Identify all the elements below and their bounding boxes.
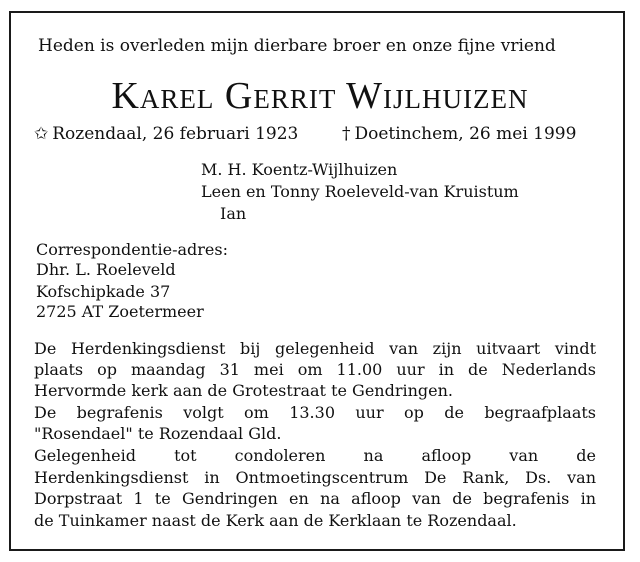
body-line: Hervormde kerk aan de Grotestraat te Gendringen.	[34, 381, 454, 400]
body-line: plaats op maandag 31 mei om 11.00 uur in de Nederlands	[34, 360, 596, 379]
body-line: Herdenkingsdienst in Ontmoetingscentrum De Rank, Ds. van	[34, 468, 596, 487]
death-info	[342, 124, 576, 144]
birth-info	[34, 124, 298, 144]
address-line: Kofschipkade 37	[36, 282, 171, 301]
body-line: Dorpstraat 1 te Gendringen en na afloop van de begrafenis in	[34, 489, 596, 508]
family-member: M. H. Koentz-Wijlhuizen	[201, 160, 398, 179]
body-line: Gelegenheid tot condoleren na afloop van de	[34, 446, 596, 465]
address-heading: Correspondentie-adres:	[36, 240, 228, 259]
family-member: Ian	[220, 204, 247, 223]
body-line: "Rosendael" te Rozendaal Gld.	[34, 424, 282, 443]
star-icon: ✩	[34, 124, 49, 144]
intro-line: Heden is overleden mijn dierbare broer en onze fijne vriend	[38, 36, 556, 56]
birth-text: Rozendaal, 26 februari 1923	[52, 124, 299, 144]
cross-icon: †	[342, 124, 351, 144]
family-member: Leen en Tonny Roeleveld-van Kruistum	[201, 182, 519, 201]
death-text: Doetinchem, 26 mei 1999	[354, 124, 577, 144]
address-line: Dhr. L. Roeleveld	[36, 260, 176, 279]
body-line: De Herdenkingsdienst bij gelegenheid van zijn uitvaart vindt	[34, 339, 596, 358]
body-line: De begrafenis volgt om 13.30 uur op de begraafplaats	[34, 403, 596, 422]
address-line: 2725 AT Zoetermeer	[36, 302, 204, 321]
deceased-name: Karel Gerrit Wijlhuizen	[111, 75, 529, 117]
body-line: de Tuinkamer naast de Kerk aan de Kerklaan te Rozendaal.	[34, 511, 517, 530]
